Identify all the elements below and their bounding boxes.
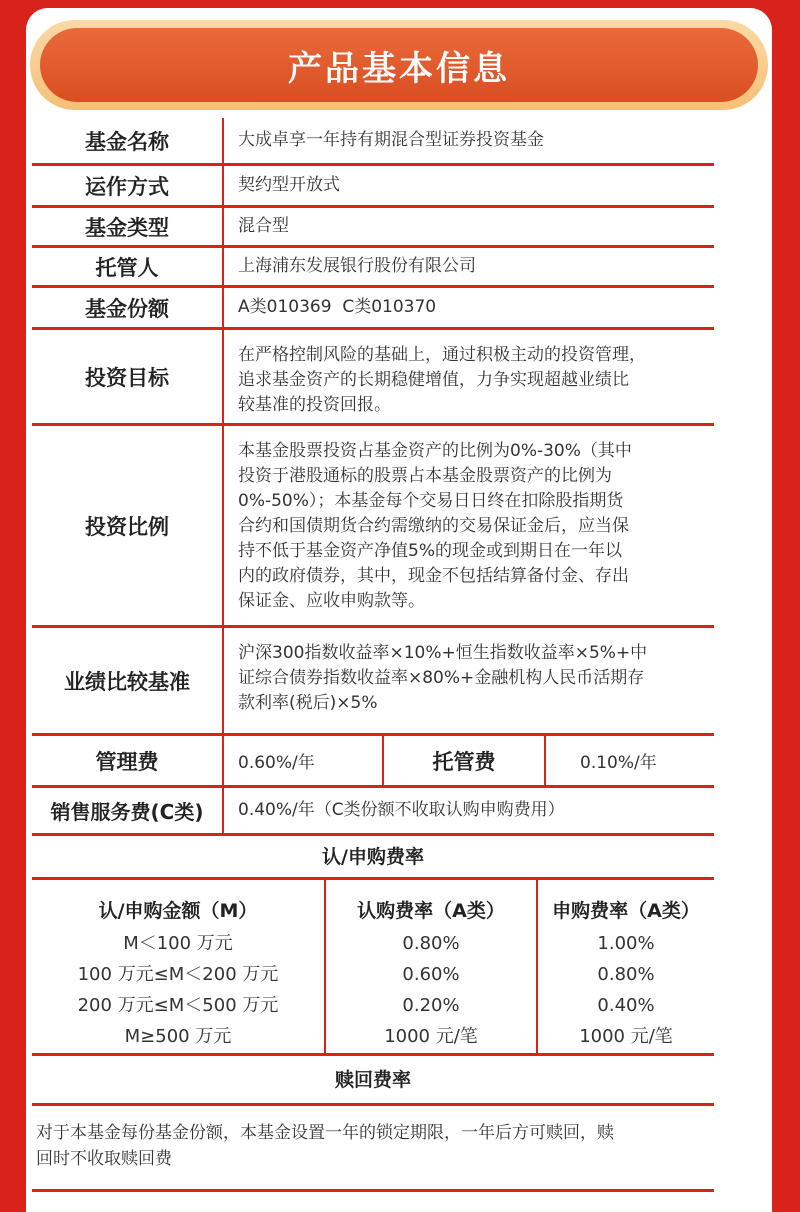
label-sales-fee: 销售服务费(C类) xyxy=(32,788,224,833)
value-objective xyxy=(224,330,714,423)
redemption-text xyxy=(32,1106,714,1192)
purchase-rate-cell: 0.40% xyxy=(597,995,655,1016)
amount-cell: 200 万元≤M＜500 万元 xyxy=(77,995,279,1016)
row-custodian xyxy=(32,248,714,288)
label-benchmark: 业绩比较基准 xyxy=(32,628,224,733)
purchase-rate-cell: 1.00% xyxy=(597,933,655,954)
value-share-class: A类010369 C类010370 xyxy=(238,297,437,317)
row-benchmark xyxy=(32,628,714,736)
value-operation: 契约型开放式 xyxy=(238,175,340,195)
label-custody-fee: 托管费 xyxy=(382,736,546,785)
subscribe-rate-head: 认购费率（A类） xyxy=(357,900,505,922)
allocation-line: 持不低于基金资产净值5%的现金或到期日在一年以 xyxy=(238,541,622,561)
objective-line: 在严格控制风险的基础上，通过积极主动的投资管理， xyxy=(238,345,646,365)
value-sales-fee: 0.40%/年（C类份额不收取认购申购费用） xyxy=(238,800,565,820)
value-fund-name: 大成卓享一年持有期混合型证券投资基金 xyxy=(238,130,544,150)
purchase-rate-column xyxy=(536,880,714,1053)
page-title: 产品基本信息 xyxy=(288,48,510,89)
subscription-title: 认/申购费率 xyxy=(32,836,714,880)
allocation-line: 保证金、应收申购款等。 xyxy=(238,591,425,611)
objective-line: 追求基金资产的长期稳健增值，力争实现超越业绩比 xyxy=(238,370,629,390)
subscribe-rate-cell: 1000 元/笔 xyxy=(384,1026,478,1047)
row-share-class xyxy=(32,288,714,330)
value-benchmark xyxy=(224,628,714,733)
row-sales-fee xyxy=(32,788,714,836)
fund-info-table xyxy=(32,118,714,836)
subscribe-rate-cell: 0.80% xyxy=(402,933,460,954)
title-banner-inner xyxy=(40,28,758,102)
label-share-class: 基金份额 xyxy=(32,288,224,327)
purchase-rate-head: 申购费率（A类） xyxy=(552,900,700,922)
amount-column-head: 认/申购金额（M） xyxy=(98,900,258,922)
objective-line: 较基准的投资回报。 xyxy=(238,395,391,415)
redemption-title: 赎回费率 xyxy=(32,1056,714,1106)
subscribe-rate-cell: 0.20% xyxy=(402,995,460,1016)
title-banner xyxy=(30,20,768,110)
label-management-fee: 管理费 xyxy=(32,736,224,785)
value-fund-type: 混合型 xyxy=(238,216,289,236)
subscription-grid xyxy=(32,880,714,1056)
value-management-fee: 0.60%/年 xyxy=(238,753,315,773)
allocation-line: 0%-50%）；本基金每个交易日日终在扣除股指期货 xyxy=(238,491,624,511)
row-allocation xyxy=(32,426,714,628)
subscribe-rate-cell: 0.60% xyxy=(402,964,460,985)
subscribe-rate-column xyxy=(324,880,536,1053)
amount-cell: 100 万元≤M＜200 万元 xyxy=(77,964,279,985)
label-fund-type: 基金类型 xyxy=(32,208,224,245)
label-objective: 投资目标 xyxy=(32,330,224,423)
benchmark-line: 沪深300指数收益率×10%+恒生指数收益率×5%+中 xyxy=(238,643,648,663)
redemption-line: 回时不收取赎回费 xyxy=(36,1149,172,1169)
value-custodian: 上海浦东发展银行股份有限公司 xyxy=(238,256,476,276)
redemption-line: 对于本基金每份基金份额，本基金设置一年的锁定期限，一年后方可赎回，赎 xyxy=(36,1123,614,1143)
purchase-rate-cell: 0.80% xyxy=(597,964,655,985)
label-fund-name: 基金名称 xyxy=(32,118,224,163)
row-fund-name xyxy=(32,118,714,166)
amount-cell: M≥500 万元 xyxy=(124,1026,232,1047)
label-allocation: 投资比例 xyxy=(32,426,224,625)
allocation-line: 内的政府债券，其中，现金不包括结算备付金、存出 xyxy=(238,566,629,586)
benchmark-line: 证综合债券指数收益率×80%+金融机构人民币活期存 xyxy=(238,668,645,688)
purchase-rate-cell: 1000 元/笔 xyxy=(579,1026,673,1047)
allocation-line: 合约和国债期货合约需缴纳的交易保证金后，应当保 xyxy=(238,516,629,536)
allocation-line: 投资于港股通标的股票占本基金股票资产的比例为 xyxy=(238,466,612,486)
value-custody-fee: 0.10%/年 xyxy=(580,753,657,773)
allocation-line: 本基金股票投资占基金资产的比例为0%-30%（其中 xyxy=(238,441,632,461)
label-operation: 运作方式 xyxy=(32,166,224,205)
subscription-fee-table xyxy=(32,836,714,1192)
amount-column xyxy=(32,880,324,1053)
row-fund-type xyxy=(32,208,714,248)
value-allocation xyxy=(224,426,714,625)
label-custodian: 托管人 xyxy=(32,248,224,285)
row-operation xyxy=(32,166,714,208)
benchmark-line: 款利率(税后)×5% xyxy=(238,693,378,713)
row-fees xyxy=(32,736,714,788)
row-objective xyxy=(32,330,714,426)
amount-cell: M＜100 万元 xyxy=(123,933,233,954)
